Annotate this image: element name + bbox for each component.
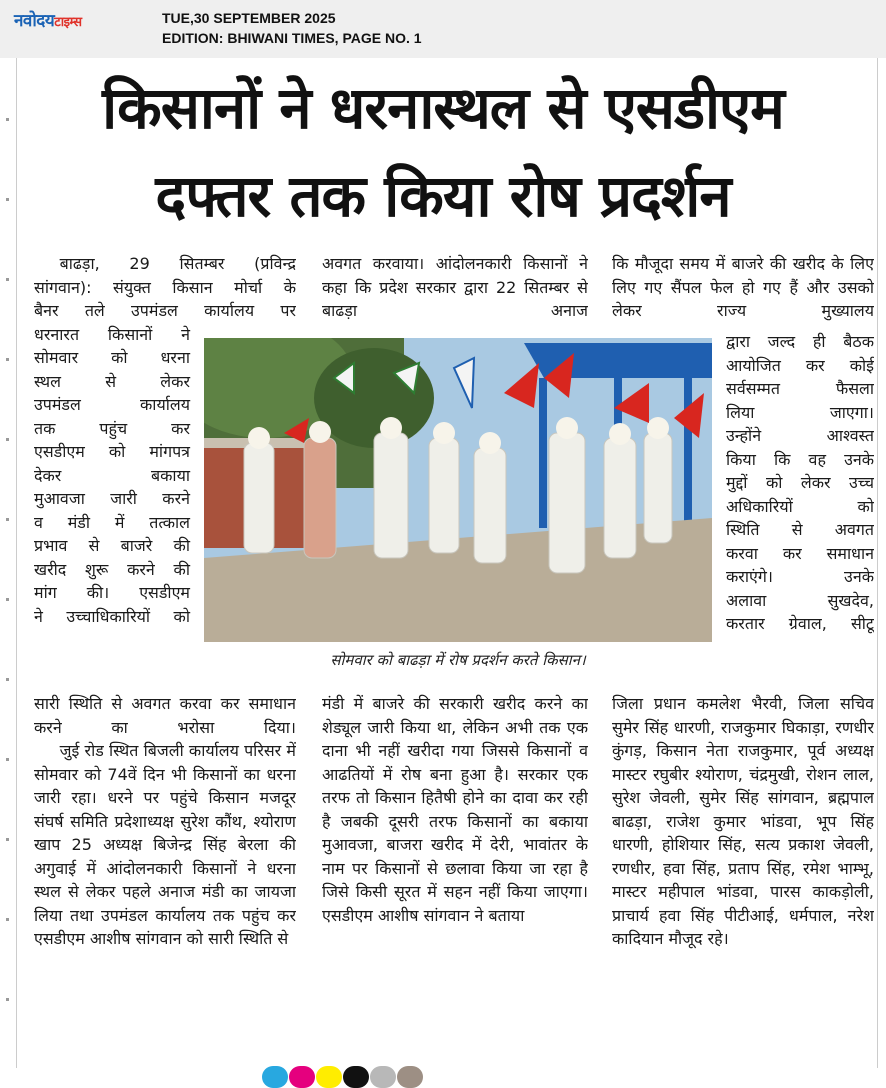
text-line: सोमवार को धरना	[34, 348, 190, 367]
paragraph: जिला प्रधान कमलेश भैरवी, जिला सचिव सुमेर सिंह धारणी, राजकुमार घिकाड़ा, रणधीर कुंगड़, किसान नेता राजकुमार, पूर्व अध्यक्ष मास्टर रघुबीर श्योराण, चंद्रमुखी, रोशन लाल, सुरेश जेवली, सुमेर सिंह सांगवान, ब्रह्मपाल बाढड़ा, राजेश कुमार भांडवा, भूप सिंह धारणी, होशियार सिंह, सत्य प्रकाश जेवली, रणधीर, हवा सिंह, प्रताप सिंह, रमेश भाम्भू, मास्टर महीपाल भांडवा, पारस काकड़ोली, प्राचार्य हवा सिंह पीटीआई, धर्मपाल, नरेश कादियान मौजूद रहे।	[612, 694, 874, 948]
text-line: एसडीएम को मांगपत्र	[34, 442, 190, 461]
text-line: सर्वसम्मत फैसला	[726, 379, 874, 398]
registration-mark	[316, 1066, 342, 1088]
headline	[20, 64, 866, 240]
column-3-top	[612, 252, 874, 324]
column-1-bottom	[34, 692, 296, 1052]
registration-mark	[370, 1066, 396, 1088]
text-line: बाढड़ा, 29 सितम्बर (प्रविन्द्र	[59, 254, 296, 273]
registration-mark	[289, 1066, 315, 1088]
text-line: अधिकारियों को	[726, 496, 874, 516]
edition-info	[162, 8, 422, 48]
text-line: द्वारा जल्द ही बैठक	[726, 332, 874, 351]
text-line: किया कि वह उनके	[726, 449, 874, 469]
text-line: व मंडी में तत्काल	[34, 512, 190, 532]
text-line: देकर बकाया	[34, 465, 190, 485]
text-line: सांगवान): संयुक्त किसान मोर्चा के	[34, 277, 296, 297]
headline-line-2: दफ्तर तक किया रोष प्रदर्शन	[155, 162, 731, 230]
registration-mark	[397, 1066, 423, 1088]
left-margin-strip	[0, 58, 17, 1068]
text-line: प्रभाव से बाजरे की	[34, 536, 190, 555]
news-photo	[204, 338, 712, 642]
text-line: ने उच्चाधिकारियों को	[34, 606, 190, 626]
text-line: उन्होंने आश्वस्त	[726, 426, 874, 445]
text-line: धरनारत किसानों ने	[34, 324, 190, 344]
right-margin-strip	[877, 58, 886, 1068]
text-line: मुद्दों को लेकर उच्च	[726, 473, 874, 492]
text-line: बैनर तले उपमंडल कार्यालय पर	[34, 301, 296, 320]
paragraph: जुई रोड स्थित बिजली कार्यालय परिसर में सोमवार को 74वें दिन भी किसानों का धरना जारी रहा। धरने पर पहुंचे किसान मजदूर संघर्ष समिति प्रदेशाध्यक्ष सुरेश कौंथ, श्योराण खाप 25 अध्यक्ष बिजेन्द्र सिंह बेरला की अगुवाई में आंदोलनकारी किसानों ने धरना स्थल से लेकर पहले अनाज मंडी का जायजा लिया तथा उपमंडल कार्यालय तक पहुंच कर एसडीएम आशीष सांगवान को सारी स्थिति से	[34, 741, 296, 948]
text-line: उपमंडल कार्यालय	[34, 395, 190, 414]
text-line: मुआवजा जारी करने	[34, 489, 190, 508]
text-line: लिया जाएगा।	[726, 402, 874, 422]
column-2-top	[322, 252, 588, 324]
paragraph: सारी स्थिति से अवगत करवा कर समाधान करने का भरोसा दिया।	[34, 694, 296, 737]
column-2-bottom	[322, 692, 588, 1052]
registration-mark	[343, 1066, 369, 1088]
text-line: अलावा सुखदेव,	[726, 590, 874, 610]
photo-caption: सोमवार को बाढड़ा में रोष प्रदर्शन करते किसान।	[330, 651, 586, 669]
paragraph: मंडी में बाजरे की सरकारी खरीद करने का शेड्यूल जारी किया था, लेकिन अभी तक एक दाना भी नहीं खरीदा गया जिससे किसानों व आढतियों में रोष बना हुआ है। सरकार एक तरफ तो किसान हितैषी होने का दावा कर रही है जबकी दूसरी तरफ किसानों का बकाया मुआवजा, बाजरा खरीद में देरी, भावांतर के नाम पर किसानों से छलावा किया जा रहा है जिसे किसी सूरत में सहन नहीं किया जाएगा। एसडीएम आशीष सांगवान ने बताया	[322, 694, 588, 925]
column-3-bottom	[612, 692, 874, 1052]
text-line: स्थिति से अवगत	[726, 520, 874, 539]
masthead-bar	[0, 0, 886, 58]
logo-subtitle: टाइम्स	[54, 15, 82, 30]
paragraph: कि मौजूदा समय में बाजरे की खरीद के लिए लिए गए सैंपल फेल हो गए हैं और उसको लेकर राज्य मुख्यालय	[612, 254, 874, 320]
text-line: खरीद शुरू करने की	[34, 559, 190, 579]
text-line: आयोजित कर कोई	[726, 355, 874, 375]
text-line: करवा कर समाधान	[726, 543, 874, 563]
newspaper-logo: नवोदयटाइम्स	[14, 11, 82, 31]
column-3-middle	[726, 330, 874, 690]
text-line: तक पहुंच कर	[34, 418, 190, 438]
protest-photo-illustration	[204, 338, 712, 642]
text-line: कराएंगे। उनके	[726, 567, 874, 586]
issue-date: TUE,30 SEPTEMBER 2025	[162, 10, 336, 26]
edition-page: EDITION: BHIWANI TIMES, PAGE NO. 1	[162, 30, 422, 46]
text-line: करतार ग्रेवाल, सीटू	[726, 614, 874, 633]
text-line: स्थल से लेकर	[34, 371, 190, 391]
headline-line-1: किसानों ने धरनास्थल से एसडीएम	[102, 74, 784, 142]
paragraph: अवगत करवाया। आंदोलनकारी किसानों ने कहा कि प्रदेश सरकार द्वारा 22 सितम्बर से बाढड़ा अनाज	[322, 254, 588, 320]
text-line: मांग की। एसडीएम	[34, 583, 190, 602]
registration-mark	[262, 1066, 288, 1088]
